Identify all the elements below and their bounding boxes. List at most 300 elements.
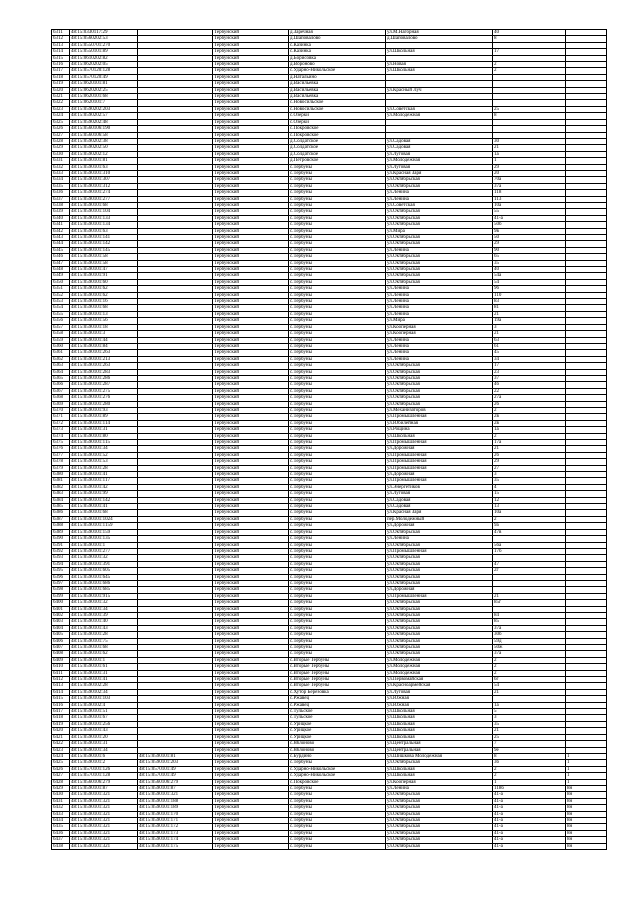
cell-cadastral-number: 48:15:0590101:142 [70,497,138,503]
cell-district: Тербунский [213,55,289,61]
cell-house-number: 59д [493,638,566,644]
cell-settlement: с.Новосильское [289,106,386,112]
cell-district: Тербунский [213,375,289,381]
cell-district: Тербунский [213,779,289,785]
cell-street: ул.Ленина [386,350,493,356]
cell-cadastral-number: 48:15:0590101:67 [70,715,138,721]
cell-settlement: с.Тербуны [289,606,386,612]
cell-district: Тербунский [213,49,289,55]
cell-cadastral-number: 48:15:0590101:68 [70,645,138,651]
cell-district: Тербунский [213,670,289,676]
cell-house-number: 85 [493,619,566,625]
cell-cadastral-number: 48:15:0590101:32 [70,600,138,606]
cell-house-number: 17а [493,440,566,446]
cell-row-number: 6379 [52,465,70,471]
cell-house-number: 3 [493,472,566,478]
cell-district: Тербунский [213,62,289,68]
cell-row-number: 6415 [52,696,70,702]
cell-cadastral-number: 48:15:0590101:321 [70,843,138,849]
cell-district: Тербунский [213,68,289,74]
cell-row-number: 6411 [52,670,70,676]
cell-district: Тербунский [213,766,289,772]
cell-house-number: 41-а [493,824,566,830]
cell-settlement: д.Борисовка [289,55,386,61]
cell-settlement: с.Тербуны [289,760,386,766]
cell-street: ул.Школьная [386,433,493,439]
cell-district: Тербунский [213,395,289,401]
cell-settlement: с.Вторые Тербуны [289,683,386,689]
cell-house-number: 96 [493,286,566,292]
cell-street: ул.Октябрьская [386,619,493,625]
cell-row-number: 6419 [52,721,70,727]
cell-street: ул.Красный Луч [386,87,493,93]
cell-parent-cadastral-number: 48:15:0590101:203 [138,760,213,766]
cell-house-number: 26 [493,401,566,407]
cell-settlement: с.Тербуны [289,625,386,631]
cell-district: Тербунский [213,696,289,702]
cell-street: ул.Октябрьская [386,574,493,580]
cell-street: ул.Мира [386,228,493,234]
cell-cadastral-number: 48:15:0590101:58 [70,254,138,260]
cell-cadastral-number: 48:15:0590101:391 [70,561,138,567]
cell-cadastral-number: 48:15:0590101:87 [70,785,138,791]
cell-settlement: с.Озерки [289,119,386,125]
cell-cadastral-number: 48:15:0590101:321 [70,805,138,811]
cell-house-number: 54 [493,683,566,689]
cell-district: Тербунский [213,805,289,811]
cell-street: ул.Октябрьская [386,401,493,407]
cell-settlement: с.Покровское [289,126,386,132]
cell-district: Тербунский [213,87,289,93]
cell-street: ул.Октябрьская [386,811,493,817]
cell-street: ул.Советская [386,106,493,112]
cell-cadastral-number: 48:15:0620101:7 [70,100,138,106]
cell-street: ул.Промышленная [386,440,493,446]
cell-parent-cadastral-number: 48:15:0590101:87 [138,785,213,791]
cell-district: Тербунский [213,632,289,638]
cell-district: Тербунский [213,529,289,535]
cell-district: Тербунский [213,74,289,80]
cell-settlement: с.Тербуны [289,241,386,247]
cell-row-number: 6392 [52,548,70,554]
cell-house-number: 118б [493,785,566,791]
cell-settlement: с.Тербуны [289,382,386,388]
cell-row-number: 6427 [52,773,70,779]
cell-street: ул.Октябрьская [386,395,493,401]
cell-street: ул.Октябрьская [386,817,493,823]
cell-cadastral-number: 48:15:0590101:18 [70,324,138,330]
cell-street: ул.Октябрьская [386,388,493,394]
cell-district: Тербунский [213,593,289,599]
cell-settlement: с.Казинка [289,42,386,48]
cell-street: ул.Промышленная [386,452,493,458]
cell-district: Тербунский [213,433,289,439]
cell-street: ул.Октябрьская [386,561,493,567]
cell-district: Тербунский [213,286,289,292]
cell-house-number: 47в [493,529,566,535]
cell-row-number: 6408 [52,651,70,657]
cell-settlement: д.Натальино [289,74,386,80]
cell-cadastral-number: 48:15:0590101:34 [70,747,138,753]
cell-street: ул.Красная Заря [386,510,493,516]
cell-district: Тербунский [213,478,289,484]
cell-district: Тербунский [213,465,289,471]
cell-house-number: 3 [493,324,566,330]
cell-cadastral-number: 48:15:0590101:99 [70,491,138,497]
cell-row-number: 6387 [52,516,70,522]
cell-row-number: 6429 [52,785,70,791]
cell-cadastral-number: 48:15:0590101:2 [70,760,138,766]
cell-cadastral-number: 48:15:0590101:93 [70,407,138,413]
cell-settlement: с.Тербуны [289,536,386,542]
cell-house-number: 2в [493,420,566,426]
cell-district: Тербунский [213,452,289,458]
cell-street: ул.Луговая [386,164,493,170]
cell-cadastral-number: 48:15:0560106:58 [70,132,138,138]
cell-settlement: с.Тербуны [289,318,386,324]
cell-row-number: 6316 [52,62,70,68]
cell-cadastral-number: 48:15:0590101:321 [70,811,138,817]
cell-street: ул.Школьная [386,709,493,715]
cell-cadastral-number: 48:15:0590101:115 [70,440,138,446]
cell-cadastral-number: 48:15:0590101:133 [70,215,138,221]
cell-row-number: 6317 [52,68,70,74]
cell-row-number: 6425 [52,760,70,766]
cell-cadastral-number: 48:15:0590101:41 [70,677,138,683]
cell-street: ул.Октябрьская [386,632,493,638]
cell-district: Тербунский [213,401,289,407]
cell-cadastral-number: 48:15:0590101:60 [70,279,138,285]
cell-house-number: 21 [493,593,566,599]
cell-row-number: 6438 [52,843,70,849]
cell-street: ул.Октябрьская [386,805,493,811]
cell-row-number: 6312 [52,36,70,42]
cell-street: ул.Кооперная [386,779,493,785]
cell-cadastral-number: 48:15:0590101:68 [70,305,138,311]
cell-district: Тербунский [213,164,289,170]
cell-cadastral-number: 48:15:0590101:275 [70,388,138,394]
cell-settlement: с.Тербуны [289,222,386,228]
cell-row-number: 6431 [52,798,70,804]
cell-settlement: с.Тербуны [289,459,386,465]
cell-row-number: 6368 [52,395,70,401]
cell-cadastral-number: 48:15:0590101:91 [70,273,138,279]
cell-house-number: 83 [493,299,566,305]
cell-cadastral-number: 48:15:0590101:75 [70,638,138,644]
cell-street: ул.Молодежная [386,664,493,670]
cell-district: Тербунский [213,638,289,644]
cell-district: Тербунский [213,414,289,420]
cell-district: Тербунский [213,299,289,305]
cell-row-number: 6358 [52,331,70,337]
cell-row-number: 6333 [52,170,70,176]
cell-street: ул.Дорожная [386,472,493,478]
cell-district: Тербунский [213,183,289,189]
cell-settlement: с.Ударно-Никольское [289,773,386,779]
cell-house-number: 41-а [493,805,566,811]
cell-settlement: с.Ударно-Никольское [289,68,386,74]
cell-settlement: с.Урицкое [289,734,386,740]
cell-settlement: с.Тербуны [289,407,386,413]
cell-street: ул.Октябрьская [386,792,493,798]
cell-row-number: 6435 [52,824,70,830]
cell-street: ул.Ленина [386,343,493,349]
cell-row-number: 6375 [52,440,70,446]
cell-house-number: 2г [493,568,566,574]
cell-unit: 8н [566,843,607,849]
cell-settlement: с.Хутор Березовка [289,689,386,695]
cell-settlement: с.Тербуны [289,190,386,196]
cell-cadastral-number: 48:15:0590101:103 [70,696,138,702]
cell-cadastral-number: 48:15:0590101:141 [70,235,138,241]
cell-settlement: с.Тербуны [289,600,386,606]
cell-district: Тербунский [213,677,289,683]
cell-settlement: с.Тербуны [289,196,386,202]
cell-house-number: 3б [493,760,566,766]
cell-house-number: 20 [493,170,566,176]
cell-district: Тербунский [213,510,289,516]
cell-cadastral-number: 48:15:0590101:43 [70,728,138,734]
cell-row-number: 6414 [52,689,70,695]
cell-settlement: с.Озерки [289,113,386,119]
cell-district: Тербунский [213,222,289,228]
cell-cadastral-number: 48:15:0620101:81 [70,81,138,87]
cell-cadastral-number: 48:15:0590101:134 [70,222,138,228]
cell-row-number: 6402 [52,612,70,618]
cell-district: Тербунский [213,407,289,413]
cell-settlement: с.Тербуны [289,177,386,183]
cell-cadastral-number: 48:15:0590101:117 [70,478,138,484]
cell-settlement: с.Тербуны [289,452,386,458]
cell-district: Тербунский [213,106,289,112]
cell-district: Тербунский [213,337,289,343]
cell-settlement: с.Вторые Тербуны [289,677,386,683]
cell-settlement: с.Урицкое [289,728,386,734]
cell-row-number: 6330 [52,151,70,157]
cell-row-number: 6374 [52,433,70,439]
cell-house-number: 37а [493,625,566,631]
cell-house-number: 61 [493,343,566,349]
cell-house-number: 54 [493,279,566,285]
cell-row-number: 6403 [52,619,70,625]
cell-cadastral-number: 48:15:0590101:1024 [70,516,138,522]
cell-district: Тербунский [213,587,289,593]
cell-house-number: 3 [493,715,566,721]
cell-house-number: 2 [493,433,566,439]
cell-street: ул.Луговая [386,689,493,695]
cell-cadastral-number: 48:15:0590101:915 [70,593,138,599]
cell-cadastral-number: 48:15:0590101:44 [70,337,138,343]
cell-cadastral-number: 48:15:0590101:47 [70,267,138,273]
cell-cadastral-number: 48:15:0620202:25 [70,87,138,93]
cell-street: ул.Ленина [386,299,493,305]
cell-settlement: с.Тербуны [289,215,386,221]
cell-district: Тербунский [213,363,289,369]
cell-house-number: 34 [493,356,566,362]
cell-cadastral-number: 48:15:0590101:280 [70,401,138,407]
cell-district: Тербунский [213,792,289,798]
cell-settlement: с.Тербуны [289,260,386,266]
cell-row-number: 6340 [52,215,70,221]
cell-house-number: 9в [493,228,566,234]
cell-district: Тербунский [213,574,289,580]
cell-row-number: 6323 [52,106,70,112]
cell-district: Тербунский [213,773,289,779]
cell-district: Тербунский [213,798,289,804]
cell-settlement: с.Тербуны [289,491,386,497]
cell-street: ул.Октябрьская [386,215,493,221]
cell-house-number: 50 [493,235,566,241]
cell-district: Тербунский [213,645,289,651]
cell-settlement: с.Бурдино [289,753,386,759]
cell-district: Тербунский [213,356,289,362]
cell-street: ул.Ленина [386,536,493,542]
cell-row-number: 6319 [52,81,70,87]
cell-district: Тербунский [213,209,289,215]
cell-row-number: 6384 [52,497,70,503]
cell-settlement: с.Тербуны [289,516,386,522]
cell-settlement: с.Ржавец [289,696,386,702]
cell-parent-cadastral-number: 48:15:0590101:170 [138,811,213,817]
cell-settlement: с.Тербуны [289,561,386,567]
cell-house-number: 41-а [493,817,566,823]
cell-house-number: 35 [493,478,566,484]
cell-district: Тербунский [213,132,289,138]
cell-house-number: 2 [493,664,566,670]
cell-district: Тербунский [213,837,289,843]
cell-settlement: с.Тербуны [289,612,386,618]
cell-street: ул.Октябрьская [386,837,493,843]
cell-row-number: 6424 [52,753,70,759]
cell-settlement: с.Тербуны [289,331,386,337]
cell-cadastral-number: 48:15:0590101:32 [70,555,138,561]
cell-street: ул.Октябрьская [386,843,493,849]
cell-cadastral-number: 48:15:0590101:31 [70,427,138,433]
cell-cadastral-number: 48:15:0590101:28 [70,465,138,471]
cell-cadastral-number: 48:15:0560106:279 [70,779,138,785]
cell-cadastral-number: 48:15:0590101:31 [70,670,138,676]
cell-street: ул.Красная Заря [386,170,493,176]
cell-cadastral-number: 48:15:0590101:68 [70,202,138,208]
cell-street: ул.Октябрьская [386,382,493,388]
cell-parent-cadastral-number: 48:15:0590101:175 [138,843,213,849]
cell-cadastral-number: 48:15:0590101:135 [70,536,138,542]
cell-row-number: 6373 [52,427,70,433]
cell-cadastral-number: 48:15:0590101:41 [70,472,138,478]
cell-house-number: 47 [493,561,566,567]
cell-house-number: 113 [493,196,566,202]
cell-cadastral-number: 48:15:0590101:58 [70,260,138,266]
cell-house-number: 8 [493,113,566,119]
cell-row-number: 6357 [52,324,70,330]
cell-district: Тербунский [213,267,289,273]
cell-row-number: 6350 [52,279,70,285]
cell-street: ул.Октябрьская [386,645,493,651]
cell-settlement: с.Покровское [289,132,386,138]
cell-house-number: 41-а [493,792,566,798]
cell-house-number: 17 [493,49,566,55]
cell-settlement: с.Тербуны [289,324,386,330]
cell-row-number: 6325 [52,119,70,125]
cell-street: ул.Ленина [386,247,493,253]
cell-settlement: с.Тербуны [289,638,386,644]
cell-street: ул.Дорожная [386,523,493,529]
cell-street: ул.Октябрьская [386,760,493,766]
cell-cadastral-number: 48:15:0590101:321 [70,817,138,823]
cell-settlement: с.Тербуны [289,305,386,311]
cell-parent-cadastral-number: 48:15:0590101:81 [138,753,213,759]
cell-house-number: 2 [493,657,566,663]
cell-house-number: 37а [493,183,566,189]
cell-row-number: 6352 [52,292,70,298]
cell-parent-cadastral-number: 48:15:0590101:188 [138,798,213,804]
cell-district: Тербунский [213,817,289,823]
cell-settlement: с.Тербуны [289,164,386,170]
cell-cadastral-number: 48:15:0590101:274 [70,190,138,196]
cell-cadastral-number: 48:15:0590101:62 [70,292,138,298]
cell-cadastral-number: 48:15:0590101:645 [70,574,138,580]
cell-house-number: 30 [493,138,566,144]
cell-street: ул.Октябрьская [386,235,493,241]
cell-settlement: с.Тербуны [289,580,386,586]
cell-settlement: с.Тербуны [289,420,386,426]
cell-settlement: с.Тербуны [289,254,386,260]
cell-settlement: с.Тербуны [289,798,386,804]
cell-street: ул.Красноармейская [386,683,493,689]
cell-cadastral-number: 48:15:0590101:287 [70,382,138,388]
cell-cadastral-number: 48:15:0590101:89 [70,414,138,420]
cell-district: Тербунский [213,94,289,100]
cell-cadastral-number: 48:15:0570101:128 [70,773,138,779]
cell-row-number: 6326 [52,126,70,132]
cell-street: ул.Садовая [386,138,493,144]
cell-house-number: 10а [493,202,566,208]
cell-district: Тербунский [213,119,289,125]
cell-house-number: 23 [493,369,566,375]
cell-district: Тербунский [213,472,289,478]
cell-settlement: с.Урицкое [289,721,386,727]
cell-cadastral-number: 48:15:0590101:42 [70,484,138,490]
cell-cadastral-number: 48:15:0620101:68 [70,94,138,100]
cell-district: Тербунский [213,523,289,529]
cell-settlement: с.Тербуны [289,593,386,599]
cell-street: ул.Южная [386,696,493,702]
cell-parent-cadastral-number: 48:15:0570101:49 [138,773,213,779]
cell-street: ул.Ленина [386,785,493,791]
cell-house-number: 1 [493,158,566,164]
cell-house-number: 10а [493,510,566,516]
cell-house-number: 110 [493,292,566,298]
cell-row-number: 6420 [52,728,70,734]
cell-settlement: с.Тербуны [289,619,386,625]
cell-settlement: с.Ржавец [289,702,386,708]
cell-row-number: 6365 [52,375,70,381]
cell-house-number: 21 [493,145,566,151]
cell-settlement: д.Шаповалово [289,36,386,42]
cell-district: Тербунский [213,497,289,503]
cell-parent-cadastral-number: 48:15:0560106:279 [138,779,213,785]
cell-settlement: с.Тербуны [289,548,386,554]
cell-street: ул.Октябрьская [386,600,493,606]
cell-district: Тербунский [213,151,289,157]
cell-row-number: 6341 [52,222,70,228]
cell-cadastral-number: 48:15:0590101:145 [70,247,138,253]
cell-district: Тербунский [213,202,289,208]
cell-district: Тербунский [213,279,289,285]
cell-cadastral-number: 48:15:0560202:53 [70,36,138,42]
cell-district: Тербунский [213,311,289,317]
cell-district: Тербунский [213,606,289,612]
